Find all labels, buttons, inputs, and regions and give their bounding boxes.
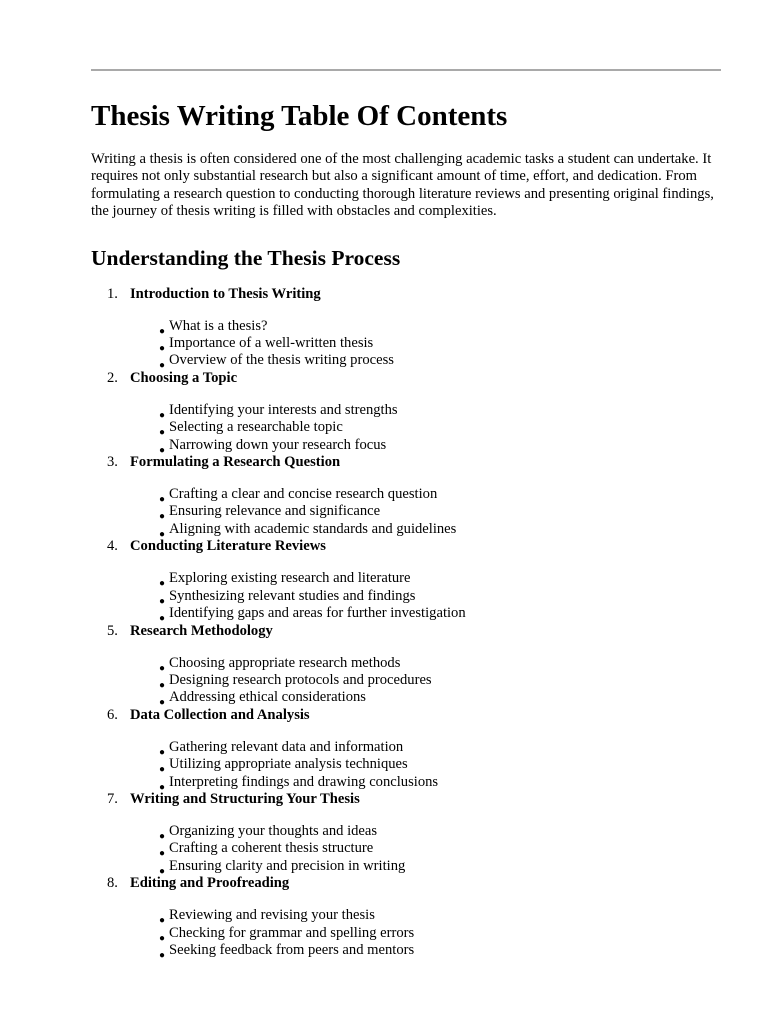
- subtopic-item: [130, 942, 721, 959]
- bullet-icon: ●: [159, 764, 166, 776]
- subtopic-text: Aligning with academic standards and guidelines: [169, 520, 457, 537]
- section-heading: Understanding the Thesis Process: [91, 245, 401, 270]
- bullet-icon: ●: [159, 325, 166, 337]
- subtopic-item: [130, 655, 721, 672]
- bullet-icon: ●: [159, 848, 166, 860]
- bullet-icon: ●: [159, 662, 166, 674]
- subtopic-text: Crafting a clear and concise research question: [169, 486, 438, 503]
- chapter-number: 4.: [107, 538, 118, 555]
- subtopic-text: Synthesizing relevant studies and findings: [169, 587, 416, 604]
- bullet-icon: ●: [159, 932, 166, 944]
- subtopic-item: [130, 437, 721, 454]
- subtopic-text: Designing research protocols and procedures: [169, 671, 432, 688]
- bullet-icon: ●: [159, 444, 166, 456]
- subtopic-item: [130, 858, 721, 875]
- subtopic-text: Ensuring clarity and precision in writing: [169, 857, 406, 874]
- subtopic-item: [130, 840, 721, 860]
- toc-chapter: [91, 370, 721, 454]
- bullet-icon: ●: [159, 343, 166, 355]
- bullet-icon: ●: [159, 781, 166, 793]
- subtopic-text: Crafting a coherent thesis structure: [169, 840, 374, 857]
- bullet-icon: ●: [159, 865, 166, 877]
- subtopic-text: Exploring existing research and literature: [169, 570, 411, 587]
- toc-chapter: [91, 538, 721, 625]
- subtopic-item: [130, 402, 721, 419]
- subtopic-item: [130, 925, 721, 942]
- toc-chapter: [91, 454, 721, 538]
- bullet-icon: ●: [159, 915, 166, 927]
- bullet-icon: ●: [159, 494, 166, 506]
- subtopic-text: Interpreting findings and drawing conclusions: [169, 773, 439, 790]
- bullet-icon: ●: [159, 595, 166, 607]
- chapter-title: Choosing a Topic: [130, 369, 238, 386]
- toc-chapter: [91, 623, 721, 707]
- chapter-number: 7.: [107, 790, 118, 807]
- bullet-icon: ●: [159, 360, 166, 372]
- subtopic-text: Ensuring relevance and significance: [169, 503, 381, 520]
- subtopic-text: Importance of a well-written thesis: [169, 335, 374, 352]
- bullet-icon: ●: [159, 578, 166, 590]
- subtopic-text: Overview of the thesis writing process: [169, 352, 394, 369]
- subtopic-list: [130, 402, 721, 454]
- bullet-icon: ●: [159, 830, 166, 842]
- subtopic-item: [130, 689, 721, 709]
- subtopic-item: [130, 521, 721, 538]
- subtopic-text: Utilizing appropriate analysis techniques: [169, 756, 408, 773]
- bullet-icon: ●: [159, 511, 166, 523]
- bullet-icon: ●: [159, 409, 166, 421]
- subtopic-list: [130, 570, 721, 625]
- chapter-title: Research Methodology: [130, 622, 273, 639]
- subtopic-item: [130, 335, 721, 355]
- intro-paragraph: Writing a thesis is often considered one of the most challenging academic tasks a student can undertake. It requires not only substantial research but also a significant amount of time, effort, and dedication. From formulating a research question to conducting thorough literature reviews and presenting original findings, the journey of thesis writing is filled with obstacles and complexities.: [91, 151, 714, 220]
- chapter-title: Formulating a Research Question: [130, 454, 341, 471]
- subtopic-item: [130, 503, 721, 523]
- chapter-title: Introduction to Thesis Writing: [130, 285, 321, 302]
- chapter-number: 3.: [107, 454, 118, 471]
- subtopic-text: Identifying gaps and areas for further investigation: [169, 605, 466, 622]
- subtopic-item: [130, 352, 721, 372]
- subtopic-item: [130, 419, 721, 439]
- subtopic-item: [130, 588, 721, 605]
- toc-chapter: [91, 875, 721, 959]
- subtopic-text: Identifying your interests and strengths: [169, 401, 398, 418]
- toc-chapter: [91, 707, 721, 791]
- page-title: Thesis Writing Table Of Contents: [91, 100, 508, 132]
- bullet-icon: ●: [159, 528, 166, 540]
- bullet-icon: ●: [159, 746, 166, 758]
- horizontal-rule: [91, 69, 721, 71]
- subtopic-item: [130, 672, 721, 689]
- chapter-title: Editing and Proofreading: [130, 875, 290, 892]
- subtopic-text: Checking for grammar and spelling errors: [169, 924, 415, 941]
- chapter-number: 6.: [107, 706, 118, 723]
- subtopic-list: [130, 739, 721, 791]
- bullet-icon: ●: [159, 613, 166, 625]
- chapter-title: Conducting Literature Reviews: [130, 538, 326, 555]
- bullet-icon: ●: [159, 427, 166, 439]
- chapter-number: 1.: [107, 285, 118, 302]
- subtopic-list: [130, 907, 721, 959]
- subtopic-text: Selecting a researchable topic: [169, 419, 343, 436]
- toc-chapter: [91, 791, 721, 875]
- bullet-icon: ●: [159, 679, 166, 691]
- subtopic-list: [130, 486, 721, 538]
- chapter-number: 8.: [107, 875, 118, 892]
- chapter-number: 2.: [107, 369, 118, 386]
- subtopic-text: Addressing ethical considerations: [169, 689, 366, 706]
- subtopic-item: [130, 318, 721, 335]
- subtopic-list: [130, 823, 721, 875]
- subtopic-item: [130, 739, 721, 756]
- toc-chapter: [91, 286, 721, 370]
- subtopic-text: Narrowing down your research focus: [169, 436, 387, 453]
- bullet-icon: ●: [159, 697, 166, 709]
- chapter-title: Data Collection and Analysis: [130, 706, 310, 723]
- subtopic-item: [130, 605, 721, 625]
- table-of-contents: [91, 286, 721, 960]
- subtopic-item: [130, 907, 721, 927]
- subtopic-item: [130, 756, 721, 776]
- chapter-number: 5.: [107, 622, 118, 639]
- subtopic-item: [130, 774, 721, 791]
- bullet-icon: ●: [159, 949, 166, 961]
- subtopic-text: Choosing appropriate research methods: [169, 654, 401, 671]
- subtopic-item: [130, 570, 721, 590]
- chapter-title: Writing and Structuring Your Thesis: [130, 790, 360, 807]
- subtopic-text: What is a thesis?: [169, 317, 268, 334]
- subtopic-item: [130, 486, 721, 506]
- subtopic-list: [130, 655, 721, 707]
- subtopic-text: Reviewing and revising your thesis: [169, 907, 375, 924]
- subtopic-item: [130, 823, 721, 840]
- subtopic-text: Seeking feedback from peers and mentors: [169, 941, 415, 958]
- document-page: [91, 69, 721, 959]
- subtopic-list: [130, 318, 721, 370]
- subtopic-text: Organizing your thoughts and ideas: [169, 822, 378, 839]
- subtopic-text: Gathering relevant data and information: [169, 738, 404, 755]
